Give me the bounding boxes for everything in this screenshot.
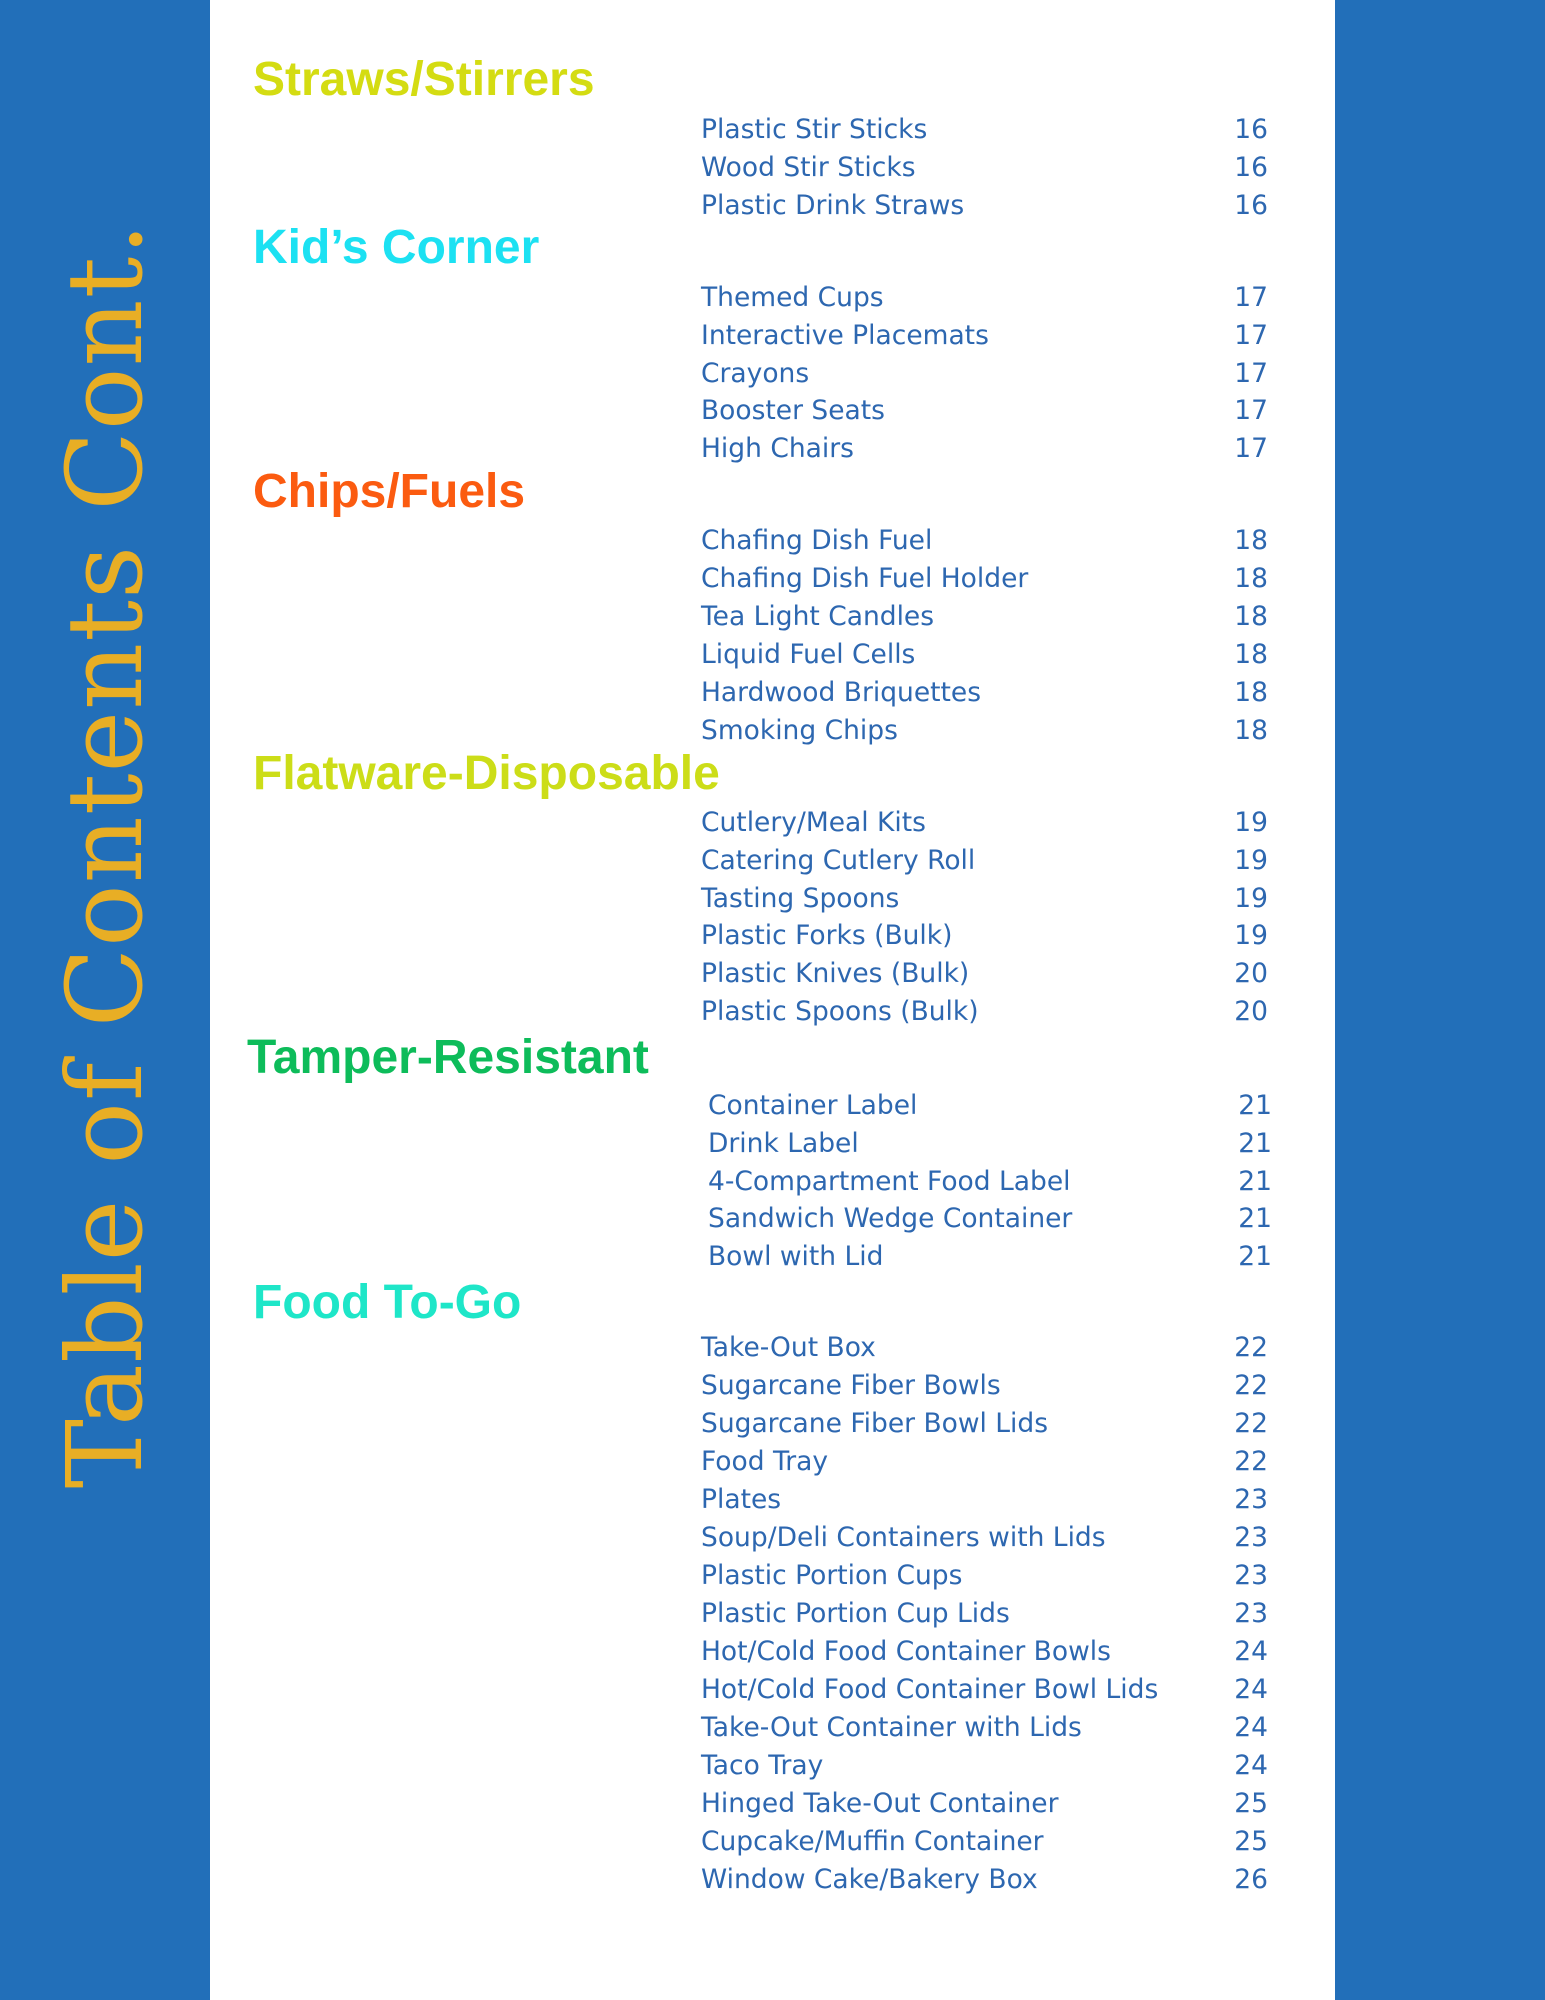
entry-page-number: 18 — [1234, 601, 1268, 632]
entry-label: Plates — [701, 1484, 782, 1515]
entry-page-number: 20 — [1234, 996, 1268, 1027]
entry-label: Catering Cutlery Roll — [701, 844, 976, 876]
section-heading: Chips/Fuels — [253, 465, 526, 518]
entry-label: Crayons — [701, 357, 810, 389]
toc-entry[interactable] — [0, 1443, 1545, 1481]
entry-label: Hinged Take-Out Container — [701, 1788, 1059, 1819]
toc-entry[interactable] — [0, 1238, 1545, 1276]
entry-label: Plastic Spoons (Bulk) — [701, 996, 979, 1027]
entry-page-number: 22 — [1234, 1370, 1268, 1401]
toc-entry[interactable] — [0, 1747, 1545, 1785]
entry-page-number: 21 — [1238, 1127, 1272, 1159]
entry-label: Container Label — [708, 1090, 918, 1121]
entry-label: Plastic Knives (Bulk) — [701, 958, 970, 990]
entry-label: Plastic Portion Cups — [701, 1560, 963, 1591]
entry-page-number: 21 — [1238, 1165, 1272, 1197]
entry-page-number: 16 — [1234, 189, 1268, 221]
entry-label: Booster Seats — [701, 395, 885, 427]
section-heading: Straws/Stirrers — [253, 53, 595, 106]
entry-label: Smoking Chips — [701, 715, 898, 746]
entry-label: Interactive Placemats — [701, 319, 989, 351]
entry-page-number: 23 — [1234, 1598, 1268, 1629]
entry-label: Sugarcane Fiber Bowls — [701, 1370, 1001, 1401]
toc-entry[interactable] — [0, 804, 1545, 842]
toc-entry[interactable] — [0, 917, 1545, 955]
entry-page-number: 18 — [1234, 639, 1268, 670]
toc-entry[interactable] — [0, 598, 1545, 636]
entry-page-number: 24 — [1234, 1712, 1268, 1743]
entry-page-number: 19 — [1234, 920, 1268, 952]
entry-page-number: 23 — [1234, 1522, 1268, 1553]
entry-page-number: 17 — [1234, 319, 1268, 351]
entry-label: Take-Out Container with Lids — [701, 1712, 1082, 1743]
entry-page-number: 24 — [1234, 1636, 1268, 1667]
entry-page-number: 22 — [1234, 1332, 1268, 1363]
section-heading: Food To-Go — [253, 1276, 522, 1329]
entry-label: Chafing Dish Fuel — [701, 525, 933, 556]
entry-page-number: 26 — [1234, 1864, 1268, 1895]
entry-label: Cutlery/Meal Kits — [701, 807, 926, 838]
toc-entry[interactable] — [0, 1671, 1545, 1709]
toc-entry[interactable] — [0, 1087, 1545, 1125]
toc-entry[interactable] — [0, 636, 1545, 674]
toc-entry[interactable] — [0, 1595, 1545, 1633]
entry-page-number: 23 — [1234, 1484, 1268, 1515]
entry-label: Plastic Stir Sticks — [701, 114, 928, 145]
entry-label: 4-Compartment Food Label — [708, 1165, 1071, 1197]
entry-page-number: 22 — [1234, 1408, 1268, 1439]
entry-label: Taco Tray — [701, 1750, 824, 1781]
entry-label: Plastic Portion Cup Lids — [701, 1598, 1010, 1629]
entry-label: Bowl with Lid — [708, 1241, 884, 1273]
entry-page-number: 22 — [1234, 1446, 1268, 1477]
entry-page-number: 21 — [1238, 1090, 1272, 1121]
entry-page-number: 18 — [1234, 715, 1268, 746]
entry-label: Plastic Forks (Bulk) — [701, 920, 953, 952]
toc-entry[interactable] — [0, 317, 1545, 355]
toc-entry[interactable] — [0, 430, 1545, 468]
toc-entry[interactable] — [0, 1125, 1545, 1163]
entry-label: Cupcake/Muffin Container — [701, 1826, 1044, 1857]
toc-entry[interactable] — [0, 1329, 1545, 1367]
entry-page-number: 17 — [1234, 433, 1268, 465]
entry-label: Take-Out Box — [701, 1332, 876, 1363]
toc-entry[interactable] — [0, 712, 1545, 750]
toc-entry[interactable] — [0, 522, 1545, 560]
entry-label: Hot/Cold Food Container Bowl Lids — [701, 1674, 1159, 1705]
toc-entry[interactable] — [0, 149, 1545, 187]
entry-page-number: 17 — [1234, 282, 1268, 313]
toc-entry[interactable] — [0, 355, 1545, 393]
entry-label: Tea Light Candles — [701, 601, 935, 632]
entry-label: High Chairs — [701, 433, 854, 465]
entry-label: Soup/Deli Containers with Lids — [701, 1522, 1106, 1553]
toc-entry[interactable] — [0, 1785, 1545, 1823]
toc-entry[interactable] — [0, 1823, 1545, 1861]
entry-label: Wood Stir Sticks — [701, 151, 916, 183]
toc-entry[interactable] — [0, 1519, 1545, 1557]
page-title: Table of Contents Cont. — [44, 221, 166, 1489]
entry-page-number: 16 — [1234, 114, 1268, 145]
entry-page-number: 25 — [1234, 1788, 1268, 1819]
toc-entry[interactable] — [0, 1200, 1545, 1238]
entry-label: Themed Cups — [701, 282, 884, 313]
toc-entry[interactable] — [0, 842, 1545, 880]
entry-label: Tasting Spoons — [701, 882, 900, 914]
entry-page-number: 19 — [1234, 844, 1268, 876]
toc-entry[interactable] — [0, 1861, 1545, 1899]
entry-label: Hardwood Briquettes — [701, 677, 982, 708]
toc-entry[interactable] — [0, 880, 1545, 918]
entry-page-number: 20 — [1234, 958, 1268, 990]
entry-page-number: 18 — [1234, 525, 1268, 556]
entry-page-number: 17 — [1234, 395, 1268, 427]
toc-entry[interactable] — [0, 674, 1545, 712]
section-heading: Kid’s Corner — [253, 221, 540, 274]
entry-page-number: 19 — [1234, 882, 1268, 914]
toc-entry[interactable] — [0, 279, 1545, 317]
entry-page-number: 24 — [1234, 1674, 1268, 1705]
toc-entry[interactable] — [0, 1481, 1545, 1519]
toc-entry[interactable] — [0, 560, 1545, 598]
entry-label: Drink Label — [708, 1127, 859, 1159]
entry-page-number: 18 — [1234, 677, 1268, 708]
toc-entry[interactable] — [0, 1163, 1545, 1201]
toc-entry[interactable] — [0, 187, 1545, 225]
entry-page-number: 17 — [1234, 357, 1268, 389]
entry-label: Food Tray — [701, 1446, 829, 1477]
entry-page-number: 19 — [1234, 807, 1268, 838]
section-heading: Tamper-Resistant — [247, 1031, 649, 1084]
toc-entry[interactable] — [0, 1709, 1545, 1747]
entry-label: Chafing Dish Fuel Holder — [701, 563, 1029, 594]
entry-label: Sugarcane Fiber Bowl Lids — [701, 1408, 1049, 1439]
toc-entry[interactable] — [0, 1367, 1545, 1405]
entry-page-number: 25 — [1234, 1826, 1268, 1857]
entry-page-number: 21 — [1238, 1203, 1272, 1235]
section-heading: Flatware-Disposable — [253, 747, 720, 800]
entry-page-number: 24 — [1234, 1750, 1268, 1781]
toc-entry[interactable] — [0, 1633, 1545, 1671]
entry-label: Plastic Drink Straws — [701, 189, 965, 221]
toc-entry[interactable] — [0, 392, 1545, 430]
toc-entry[interactable] — [0, 1405, 1545, 1443]
entry-label: Sandwich Wedge Container — [708, 1203, 1073, 1235]
entry-page-number: 21 — [1238, 1241, 1272, 1273]
toc-entry[interactable] — [0, 993, 1545, 1031]
entry-page-number: 23 — [1234, 1560, 1268, 1591]
toc-entry[interactable] — [0, 955, 1545, 993]
entry-label: Liquid Fuel Cells — [701, 639, 916, 670]
entry-label: Window Cake/Bakery Box — [701, 1864, 1038, 1895]
toc-entry[interactable] — [0, 111, 1545, 149]
entry-page-number: 16 — [1234, 151, 1268, 183]
entry-label: Hot/Cold Food Container Bowls — [701, 1636, 1111, 1667]
entry-page-number: 18 — [1234, 563, 1268, 594]
toc-entry[interactable] — [0, 1557, 1545, 1595]
